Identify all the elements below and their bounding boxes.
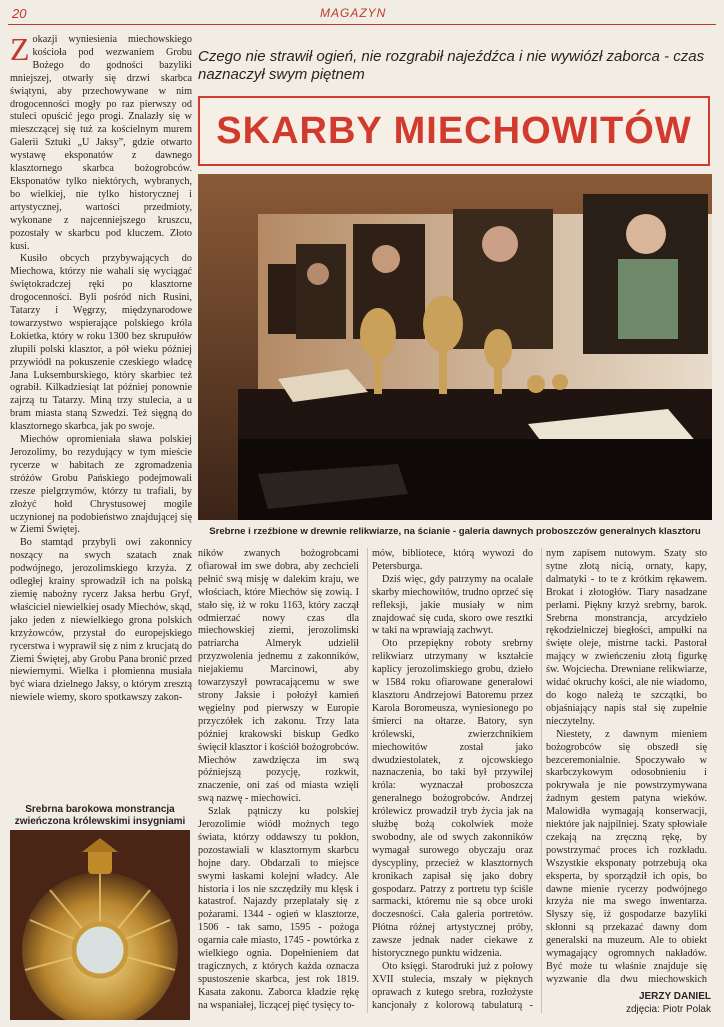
paragraph: Szlak pątniczy ku polskiej Jerozolimie wiódł możnych tego świata, którzy oddawszy tu pokłon, pozostawiali w klasztornym skarbcu hojne dary. Obdarzali to miejsce swymi łaskami kolejni władcy. Ale historia i los nie szczędziły mu klęsk i katastrof. Najazdy przeplatały się z pożarami. 1344 - ogień w klasztorze, 1506 - tak samo, 1595 - pożoga ogarnia całe miasto, 1745 - powtórka z wielkiego ognia. Dopełnieniem dat tragicznych, z których każda oznacza spustoszenie skarbca, jest rok 1819. Kasata zakonu. Zaborca kładzie rękę na wspaniałej, liczącej pięć tysięcy to- <box>198 806 359 1011</box>
article-title: SKARBY MIECHOWITÓW <box>216 109 692 152</box>
author-name: JERZY DANIEL <box>638 991 711 1002</box>
paragraph: ników zwanych bożogrobcami ofiarował im swe dobra, aby zechcieli pełnić swą misję w dalekim kraju, we włościach, które Miechów się zowią. I stało się, iż w roku 1163, który zaczął odmierzać nowy czas dla miechowskiej ziemi, jerozolimski patriarcha Almeryk udzielił przyzwolenia jednemu z zakonników, niejakiemu Marcinowi, aby towarzyszył powracającemu w swe strony Jaksie i położył kamień węgielny pod pierwszy w Europie przyczółek ich zakonu. Trzy lata później krakowski biskup Gedko święcił klasztor i kościół bożogrobców. Miechów zawdzięcza im swą późniejszą pozycję, rozkwit, znaczenie, oni zaś od miasta wzięli swą nazwę - miechowici. <box>198 548 359 805</box>
section-label: MAGAZYN <box>320 6 387 20</box>
page-number: 20 <box>12 6 27 21</box>
paragraph: Miechów opromieniała sława polskiej Jerozolimy, bo rezydujący w tym mieście rycerze w habitach ze zgromadzenia stróżów Grobu Pańskiego podejmowali rzesze pielgrzymów, którzy tu trafiali, by złożyć hołd Chrystusowej mogile uczynionej na podobieństwo znajdującej się w Ziemi Świętej. <box>10 434 192 536</box>
monstrance-photo <box>10 830 190 1020</box>
title-box <box>198 96 710 166</box>
paragraph: Kusiło obcych przybywających do Miechowa, którzy nie wahali się wyciągać świętokradczej ręki po klasztorne drogocenności. Byli pośród nich Rusini, Tatarzy i Węgrzy, międzynarodowe towarzystwo wspierające polskiego króla Łokietka, który w roku 1300 bez skrupułów złupili polski klasztor, a pół wieku później przywiódł na pokuszenie czeskiego władcę Jana Luksemburskiego, który skarbiec też ograbił. Kilkadziesiąt lat później ponownie zajrzą tu Tatarzy. Miną trzy stulecia, a u bram miasta staną Szwedzi. Też sięgną do klasztornego skarbca, jak po swoje. <box>10 253 192 433</box>
paragraph: Zokazji wyniesienia miechowskiego kościoła pod wezwaniem Grobu Bożego do godności bazyliki mniejszej, otwarły się drzwi skarbca świątyni, aby przechowywane w nim drogocenności mogły po raz pierwszy od stuleci opuścić jego progi. Znalazły się w mieszczącej się tuż za kościelnym murem Galerii Sztuki „U Jaksy”, gdzie otwarto wystawę eksponatów z dawnego klasztornego skarbca bożogrobców. Eksponatów tylko niektórych, wybranych, bo wielkiej, nie tylko historycznej i artystycznej, wartości przedmioty, wykonane z najcenniejszego kruszcu, pozostały w skarbcu pod kluczem. Złoto kusi. <box>10 34 192 252</box>
paragraph: Niestety, z dawnym mieniem bożogrobców się obszedł się bezceremonialnie. Spoczywało w skarbczykowym odosobnieniu i pokrywała je nie powstrzymywana żadnym gestem patyna wieków. Malowidła wymagają konserwacji, niektóre jak najpilniej. Szaty spłowiałe czekają na zręczną rękę, by powstrzymać proces ich rozkładu. Wszystkie eksponaty potrzebują oka eksperta, by sporządził ich opis, bo dawne mienie rycerzy podwójnego krzyża nie ma swego inwentarza. Słyszy się, iż gospodarze bazyliki skłonni są przekazać dawny dom generalski na muzeum. Ale to obiekt wymagający ogromnych nakładów. Być może tu właśnie znajduje się wyzwanie dla dwu miechowskich <box>546 728 707 985</box>
article-subtitle: Czego nie strawił ogień, nie rozgrabił najeźdźca i nie wywiózł zaborca - czas naznaczył swym piętnem <box>198 48 705 83</box>
paragraph: nym zapisem nutowym. Szaty sto sytne złotą nicią, ornaty, kapy, dalmatyki - to te z krótkim rękawem. Brokat i złotogłów. Tiary nasadzane perłami. Piękny krzyż srebrny, barok. Srebrna monstrancja, arcydzieło rękodzielniczej biegłości, ampułki na święte oleje, mistrne tacki. Pastorał mający w zwieńczeniu złotą figurkę św. Wojciecha. Drewniane relikwiarze, widać okruchy kości, ale nie wiadomo, do kogo należą te szczątki, bo objaśniający napis stał się zupełnie nieczytelny. <box>546 548 707 727</box>
header-rule <box>8 24 716 25</box>
paragraph: Bo stamtąd przybyli owi zakonnicy noszący na swych szatach znak podwójnego, jerozolimskiego krzyża. Z odległej krainy sprowadził ich na polską ziemię nabożny rycerz Jaksa herbu Gryf, właściciel niewielkiej osady Miechów, skąd, jako jeden z niewielkiego grona polskich krzyżowców, przystał do europejskiego rycerstwa i wyprawił się z nim z krucjatą do Ziemi Świętej, aby Grobu Pana bronić przed niewiernymi. Wielka i płomienna musiała być wiara dzielnego Jaksy, o którym zresztą niewiele wiemy, skoro spotkawszy zakon- <box>10 537 192 704</box>
paragraph: Oto księgi. Starodruki już z połowy XVII stulecia, mszały w pięknych oprawach z kutego srebra, rozłożyste kancjonały z kolorową tabulaturą - <box>372 961 533 1011</box>
article-column-2 <box>198 548 359 1012</box>
column-divider <box>367 548 368 1013</box>
monstrance-caption: Srebrna barokowa monstrancja zwieńczona królewskimi insygniami <box>14 804 186 827</box>
column-divider <box>541 548 542 1013</box>
photo-caption: Srebrne i rzeźbione w drewnie relikwiarze, na ścianie - galeria dawnych proboszczów generalnych klasztoru <box>209 526 701 537</box>
byline <box>546 990 711 1016</box>
paragraph: Dziś więc, gdy patrzymy na ocalałe skarby miechowitów, trudno oprzeć się refleksji, jakie musiały w nim znajdować się cuda, skoro owe resztki w taki na wprawiają zachwyt. <box>372 573 533 637</box>
paragraph: mów, bibliotece, którą wywozi do Petersburga. <box>372 548 533 572</box>
paragraph: Oto przepiękny roboty srebrny relikwiarz utrzymany w kształcie kaplicy jerozolimskiego grobu, dzieło w 1584 roku ofiarowane generałowi klasztoru Andrzejowi Batoremu przez Karola Boromeusza, wyniesionego po śmierci na ołtarze. Batory, syn królewski, zwierzchnikiem miechowitów został jako dwudziestolatek, z ojcowskiego naznaczenia, bo taki był przywilej króla: wyznaczał proboszcza generalnego bożogrobców. Andrzej królewicz prowadził tryb życia jak na służbę bożą cokolwiek może swobodny, ale od swych zakonników wymagał surowego obyczaju oraz dyscypliny, przecież w klasztornych kronikach zapisał się jako dobry gospodarz. Patrzy z portretu typ ściśle sarmacki, któremu nie są obce uroki doczesności. Cała galeria portretów. Płótna różnej artystycznej próby, zawsze jednak nader ciekawe z historycznego punktu widzenia. <box>372 638 533 960</box>
photo-credit: zdjęcia: Piotr Polak <box>625 1004 711 1015</box>
article-column-3 <box>372 548 533 1012</box>
article-column-1 <box>10 34 192 799</box>
exhibition-photo <box>198 174 712 520</box>
drop-cap: Z <box>10 34 30 67</box>
article-column-4 <box>546 548 707 986</box>
